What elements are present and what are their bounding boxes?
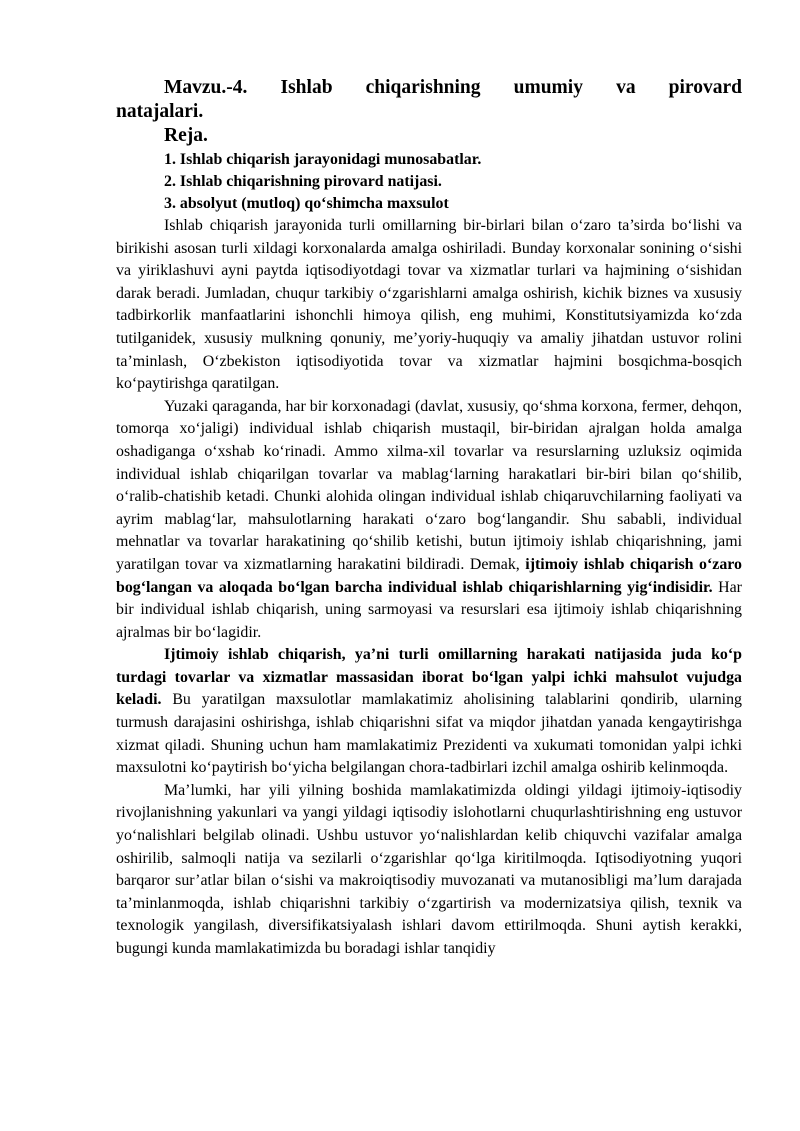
paragraph-4: Ma’lumki, har yili yilning boshida mamlakatimizda oldingi yildagi ijtimoiy-iqtisodiy rivojlanishning yakunlari va yangi yildagi iqtisodiy islohotlarni chuqurlashtirishning eng ustuvor yo‘nalishlari belgilab olinadi. Ushbu ustuvor yo‘nalishlardan kelib chiquvchi vazifalar amalga oshirilib, salmoqli natija va sezilarli o‘zgarishlar qo‘lga kiritilmoqda. Iqtisodiyotning yuqori barqaror sur’atlar bilan o‘sishi va makroiqtisodiy muvozanati va mutanosibligi ma’lum darajada ta’minlanmoqda, ishlab chiqarishni tarkibiy o‘zgartirish va modernizatsiya qilish, texnik va texnologik yangilash, diversifikatsiyalash ishlari davom ettirilmoqda. Shuni aytish kerakki, bugungi kunda mamlakatimizda bu boradagi ishlar tanqidiy <box>116 781 742 957</box>
paragraph-3 <box>116 644 742 780</box>
paragraph-2-bold-definition: ijtimoiy ishlab chiqarish o‘zaro bog‘langan va aloqada bo‘lgan barcha individual ishlab chiqarishlarning yig‘indisidir. <box>116 555 742 596</box>
plan-item-1: 1. Ishlab chiqarish jarayonidagi munosabatlar. <box>164 151 482 168</box>
paragraph-3-bold-statement: Ijtimoiy ishlab chiqarish, ya’ni turli omillarning harakati natijasida juda ko‘p turdagi tovarlar va xizmatlar massasidan iborat bo‘lgan yalpi ichki mahsulot vujudga keladi. <box>116 646 742 709</box>
paragraph-3-text: Bu yaratilgan maxsulotlar mamlakatimiz aholisining talablarini qondirib, ularning turmush darajasini oshirishga, ishlab chiqarishni sifat va miqdor jihatdan yanada kengaytirishga xizmat qiladi. Shuning uchun ham mamlakatimiz Prezidenti va xukumati tomonidan yalpi ichki maxsulotni ko‘paytirish bo‘yicha belgilangan chora-tadbirlari izchil amalga oshirib kelinmoqda. <box>116 691 742 777</box>
paragraph-2 <box>116 396 742 645</box>
plan-heading: Reja. <box>164 125 208 146</box>
document-title <box>116 76 742 123</box>
plan-item-3: 3. absolyut (mutloq) qo‘shimcha maxsulot <box>164 195 449 212</box>
paragraph-2-end: Har bir individual ishlab chiqarish, uning sarmoyasi va resurslari esa ijtimoiy ishlab chiqarishning ajralmas bir bo‘lagidir. <box>116 578 742 641</box>
title-line-1: Mavzu.-4. Ishlab chiqarishning umumiy va pirovard <box>164 77 742 98</box>
paragraph-2-text: Yuzaki qaraganda, har bir korxonadagi (davlat, xususiy, qo‘shma korxona, fermer, dehqon, tomorqa xo‘jaligi) individual ishlab chiqarish mustaqil, bir-biridan ajralgan holda amalga oshadiganga o‘xshab ko‘rinadi. Ammo xilma-xil tovarlar va resurslarning uzluksiz oqimida individual ishlab chiqarilgan tovarlar va mablag‘larning harakatlari bir-biri bilan qo‘shilib, o‘ralib-chatishib ketadi. Chunki alohida olingan individual ishlab chiqaruvchilarning faoliyati va ayrim mablag‘lar, mahsulotlarning harakati o‘zaro bog‘langandir. Shu sababli, individual mehnatlar va tovarlar harakatining qo‘shilib ketishi, butun ijtimoiy ishlab chiqarishning, jami yaratilgan tovar va xizmatlarning harakatini bildiradi. Demak, <box>116 397 742 573</box>
title-line-2: natajalari. <box>116 100 204 122</box>
paragraph-1: Ishlab chiqarish jarayonida turli omillarning bir-birlari bilan o‘zaro ta’sirda bo‘lishi va birikishi asosan turli xildagi korxonalarda amalga oshiriladi. Bunday korxonalar sonining o‘sishi va yiriklashuvi ayni paytda iqtisodiyotdagi tovar va xizmatlar turlari va hajmining o‘sishidan darak beradi. Jumladan, chuqur tarkibiy o‘zgarishlarni amalga oshirish, kichik biznes va xususiy tadbirkorlik manfaatlarini ishonchli himoya qilish, eng muhimi, Konstitutsiyamizda ko‘zda tutilganidek, xususiy mulkning qonuniy, me’yoriy-huquqiy va amaliy jihatdan ustuvor rolini ta’minlash, O‘zbekiston iqtisodiyotida tovar va xizmatlar hajmini bosqichma-bosqich ko‘paytirishga qaratilgan. <box>116 217 742 393</box>
plan-item-2: 2. Ishlab chiqarishning pirovard natijasi. <box>164 173 442 190</box>
document-page <box>116 76 742 961</box>
